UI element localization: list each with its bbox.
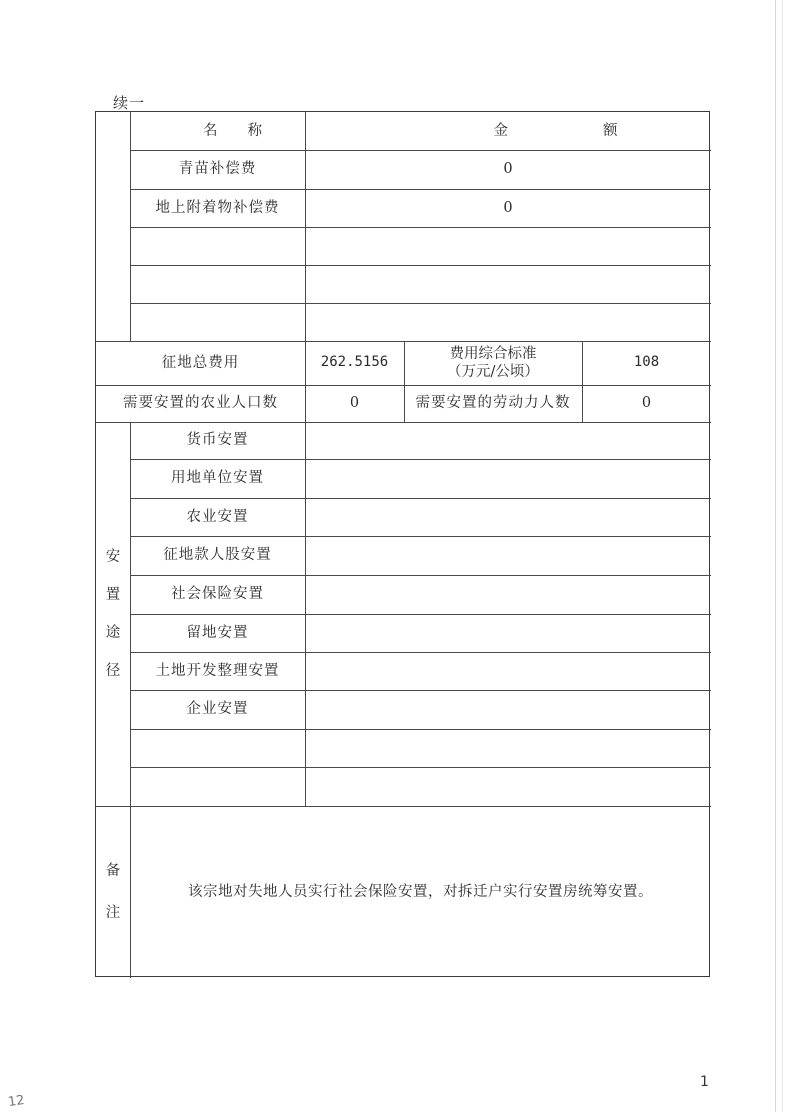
remarks-label-char: 注 <box>105 905 121 921</box>
remarks-label <box>96 806 130 978</box>
resettlement-method-name: 农业安置 <box>186 508 249 525</box>
group-label-char: 置 <box>105 586 121 603</box>
cost-standard-label-line2: （万元/公顷） <box>447 364 539 380</box>
page-edge-line <box>782 0 783 1112</box>
land-compensation-form <box>95 111 713 977</box>
cost-standard-value: 108 <box>633 354 660 371</box>
resettlement-method-value <box>305 652 711 690</box>
resettlement-method-name: 货币安置 <box>186 432 249 449</box>
resettlement-method-value <box>305 422 711 459</box>
item-amount <box>305 265 711 303</box>
continuation-label: 续一 <box>113 94 146 112</box>
header-name: 名称 <box>203 122 292 139</box>
group-label-char: 安 <box>105 548 121 565</box>
header-amount: 金额 <box>493 122 713 139</box>
cost-standard-label-line1: 费用综合标准 <box>449 345 537 362</box>
resettlement-method-name: 土地开发整理安置 <box>155 662 280 679</box>
labor-population-value: 0 <box>641 395 652 412</box>
resettlement-method-name <box>130 729 305 767</box>
resettlement-method-value <box>305 536 711 575</box>
total-cost-label: 征地总费用 <box>161 354 240 371</box>
resettlement-method-name: 留地安置 <box>186 624 249 641</box>
resettlement-method-name: 用地单位安置 <box>171 470 264 487</box>
resettlement-method-value <box>305 729 711 767</box>
resettlement-method-value <box>305 614 711 652</box>
remarks-label-char: 备 <box>105 862 121 879</box>
item-amount: 0 <box>503 161 513 178</box>
item-amount <box>305 227 711 265</box>
item-name <box>130 265 305 303</box>
resettlement-method-value <box>305 767 711 806</box>
page-edge-line <box>775 0 776 1112</box>
resettlement-group-label <box>96 422 130 806</box>
farm-population-label: 需要安置的农业人口数 <box>123 395 278 412</box>
labor-population-label: 需要安置的劳动力人数 <box>415 395 571 412</box>
total-cost-value: 262.5156 <box>320 354 389 371</box>
group-label-char: 径 <box>105 663 121 680</box>
resettlement-method-value <box>305 459 711 498</box>
resettlement-method-name <box>130 767 305 806</box>
item-name: 青苗补偿费 <box>178 161 257 178</box>
resettlement-method-name: 征地款人股安置 <box>163 547 272 564</box>
item-amount <box>305 303 711 341</box>
remarks-text: 该宗地对失地人员实行社会保险安置，对拆迁户实行安置房统筹安置。 <box>188 883 653 900</box>
resettlement-method-value <box>305 498 711 536</box>
cost-standard-label <box>404 341 582 385</box>
farm-population-value: 0 <box>349 395 360 412</box>
resettlement-method-value <box>305 690 711 729</box>
item-name <box>130 303 305 341</box>
resettlement-method-value <box>305 575 711 614</box>
item-amount: 0 <box>503 199 513 216</box>
handwritten-note: 12 <box>7 1092 26 1111</box>
page-number: 1 <box>700 1074 709 1090</box>
resettlement-method-name: 企业安置 <box>186 701 249 718</box>
resettlement-method-name: 社会保险安置 <box>171 586 264 603</box>
item-name <box>130 227 305 265</box>
item-name: 地上附着物补偿费 <box>155 199 280 216</box>
group-label-char: 途 <box>105 625 121 641</box>
